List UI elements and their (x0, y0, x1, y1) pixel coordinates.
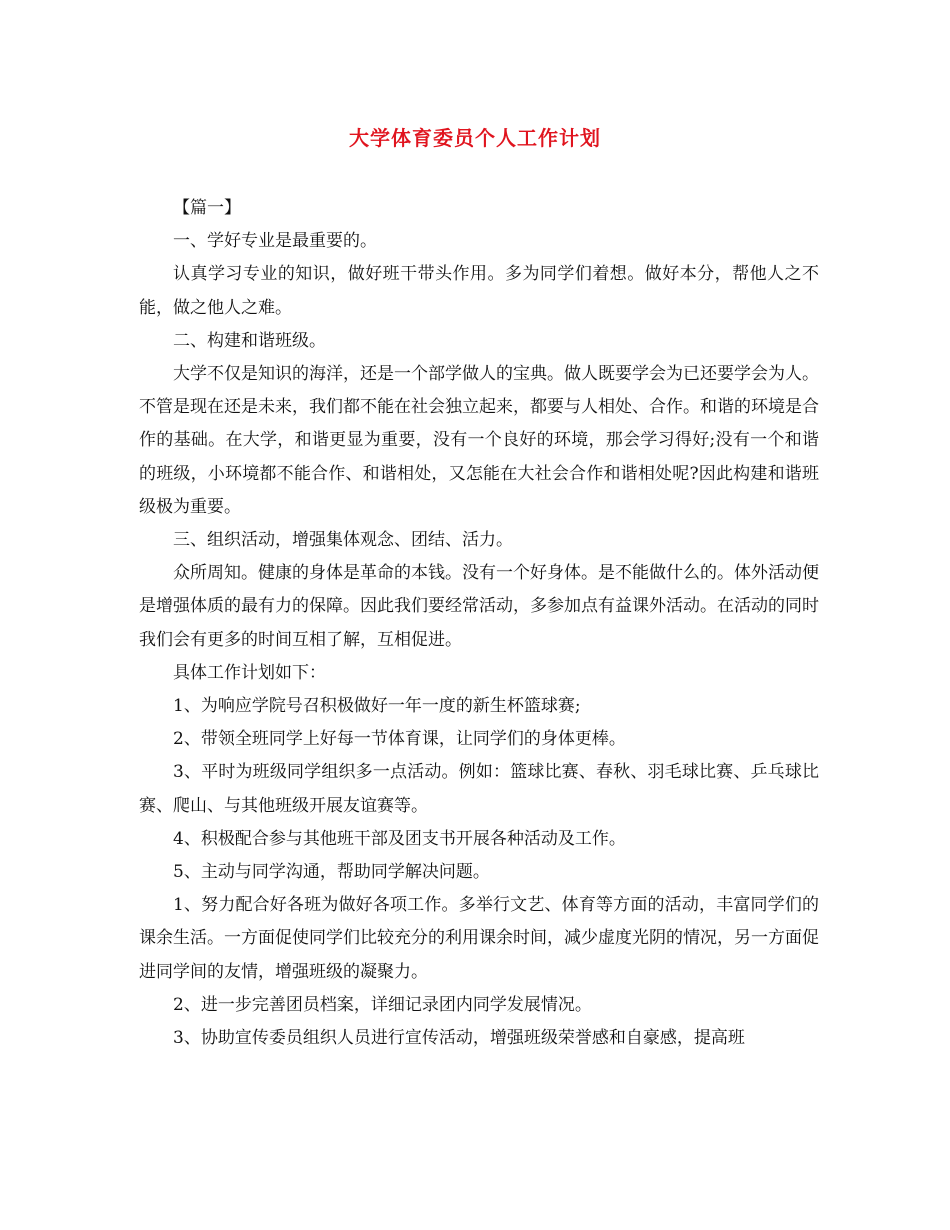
paragraph: 认真学习专业的知识，做好班干带头作用。多为同学们着想。做好本分，帮他人之不能，做之他人之难。 (139, 264, 819, 318)
list-item: 3、平时为班级同学组织多一点活动。例如：篮球比赛、春秋、羽毛球比赛、乒乓球比赛、爬山、与其他班级开展友谊赛等。 (139, 762, 819, 816)
list-item: 5、主动与同学沟通，帮助同学解决问题。 (173, 862, 490, 883)
document-title: 大学体育委员个人工作计划 (349, 126, 601, 150)
heading-3: 三、组织活动，增强集体观念、团结、活力。 (173, 530, 513, 551)
paragraph: 众所周知。健康的身体是革命的本钱。没有一个好身体。是不能做什么的。体外活动便是增强体质的最有力的保障。因此我们要经常活动，多参加点有益课外活动。在活动的同时我们会有更多的时间互相了解，互相促进。 (139, 563, 819, 650)
document-body (139, 192, 819, 1055)
heading-2: 二、构建和谐班级。 (173, 330, 326, 351)
heading-1: 一、学好专业是最重要的。 (173, 231, 377, 252)
list-item: 3、协助宣传委员组织人员进行宣传活动，增强班级荣誉感和自豪感，提高班 (173, 1028, 745, 1049)
list-item: 2、带领全班同学上好每一节体育课，让同学们的身体更棒。 (173, 729, 626, 750)
section-marker: 【篇一】 (173, 198, 241, 218)
list-item: 4、积极配合参与其他班干部及团支书开展各种活动及工作。 (173, 828, 626, 849)
list-item: 2、进一步完善团员档案，详细记录团内同学发展情况。 (173, 994, 592, 1015)
plan-intro: 具体工作计划如下： (173, 662, 326, 683)
paragraph: 大学不仅是知识的海洋，还是一个部学做人的宝典。做人既要学会为已还要学会为人。不管是现在还是未来，我们都不能在社会独立起来，都要与人相处、合作。和谐的环境是合作的基础。在大学，和谐更显为重要，没有一个良好的环境，那会学习得好;没有一个和谐的班级，小环境都不能合作、和谐相处，又怎能在大社会合作和谐相处呢?因此构建和谐班级极为重要。 (139, 364, 819, 517)
list-item: 1、为响应学院号召积极做好一年一度的新生杯篮球赛; (173, 696, 581, 717)
list-item: 1、努力配合好各班为做好各项工作。多举行文艺、体育等方面的活动，丰富同学们的课余生活。一方面促使同学们比较充分的利用课余时间，减少虚度光阴的情况，另一方面促进同学间的友情，增强班级的凝聚力。 (139, 895, 819, 982)
